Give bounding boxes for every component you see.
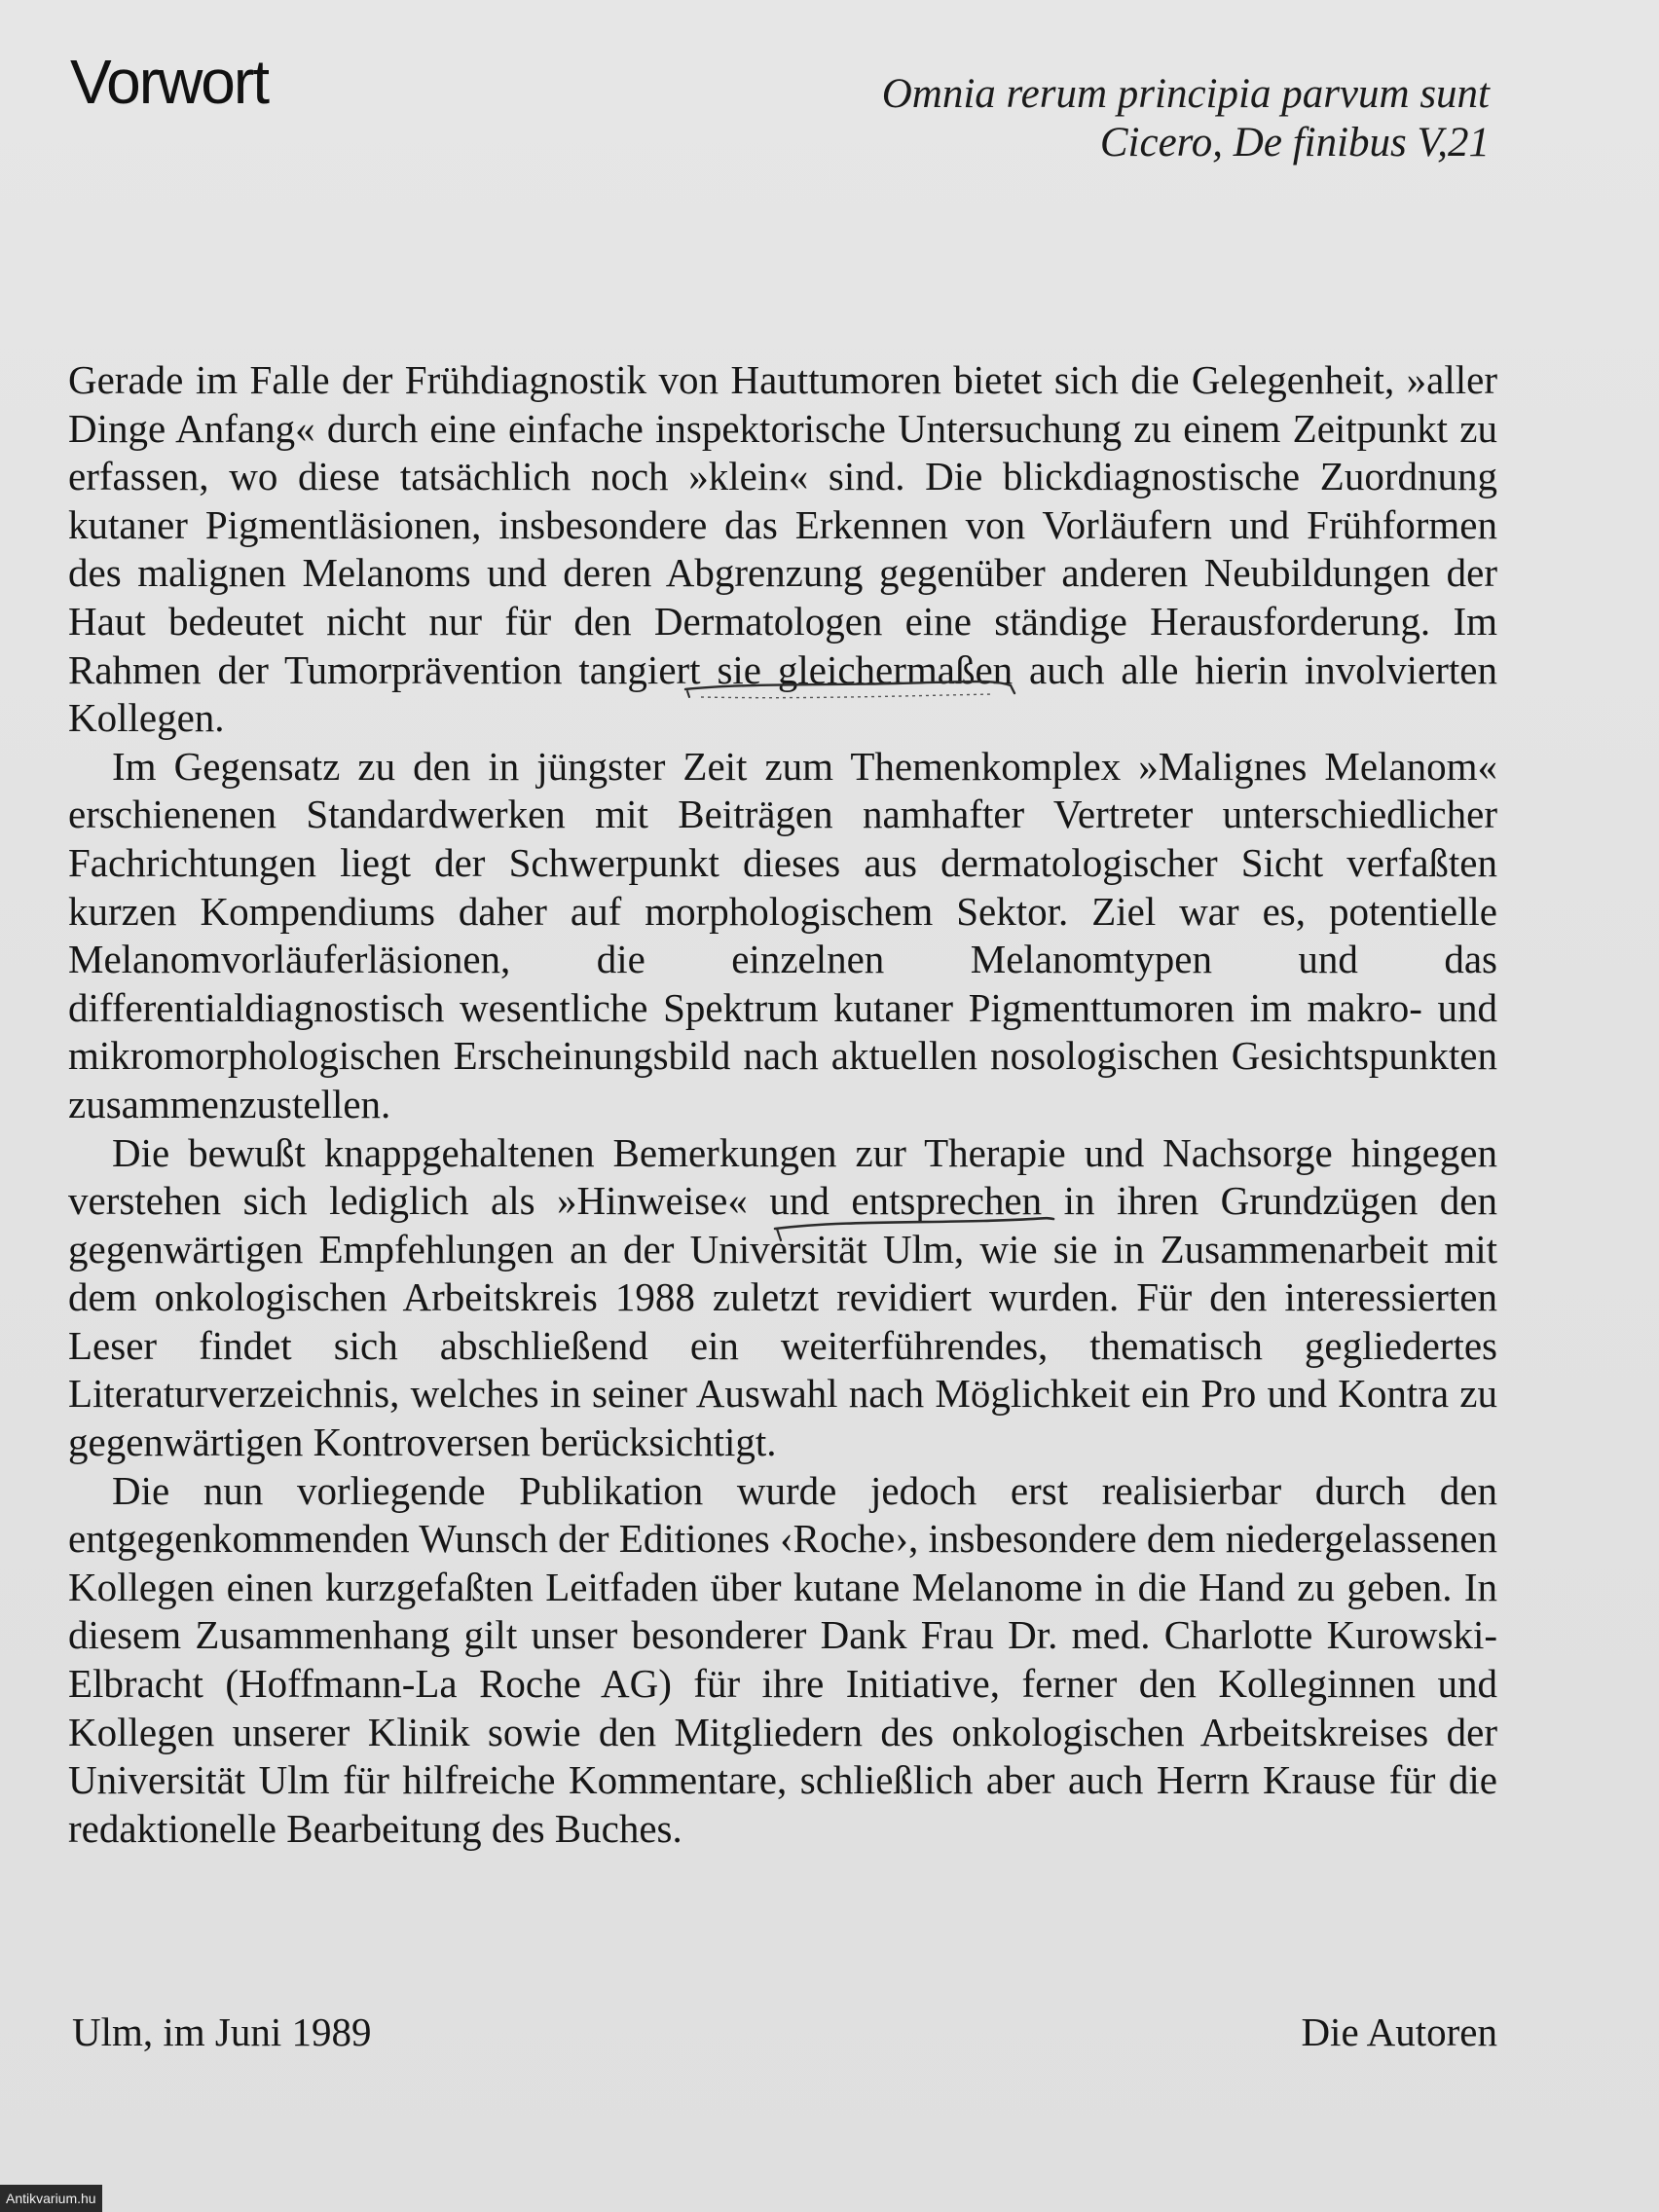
authors-signature: Die Autoren xyxy=(1301,2009,1497,2054)
paragraph-1: Gerade im Falle der Frühdiagnostik von Hauttumoren bietet sich die Gelegenheit, »aller Dinge Anfang« durch eine einfache inspektorische Untersuchung zu einem Zeitpunkt zu erfassen, wo diese tatsächlich noch »klein« sind. Die blickdiagnostische Zuordnung kutaner Pigmentläsionen, insbesondere das Erkennen von Vorläufern und Frühformen des malignen Melanoms und deren Abgrenzung gegenüber anderen Neubildungen der Haut bedeutet nicht nur für den Dermatologen eine ständige Herausforderung. Im Rahmen der Tumorprävention tangiert sie gleichermaßen auch alle hierin involvierten Kollegen. xyxy=(68,357,1497,741)
epigraph-quote: Omnia rerum principia parvum sunt xyxy=(881,71,1490,117)
paragraph-3: Die bewußt knappgehaltenen Bemerkungen zur Therapie und Nachsorge hingegen verstehen sich lediglich als »Hinweise« und entsprechen in ihren Grundzügen den gegenwärtigen Empfehlungen an der Universität Ulm, wie sie in Zusammenarbeit mit dem onkologischen Arbeitskreis 1988 zuletzt revidiert wurden. Für den interessierten Leser findet sich abschließend ein weiterführendes, thematisch gegliedertes Literaturverzeichnis, welches in seiner Auswahl nach Möglichkeit ein Pro und Kontra zu gegenwärtigen Kontroversen berücksichtigt. xyxy=(68,1129,1497,1465)
watermark-label: Antikvarium.hu xyxy=(0,2185,102,2212)
paragraph-2: Im Gegensatz zu den in jüngster Zeit zum Themenkomplex »Malignes Melanom« erschienenen Standardwerken mit Beiträgen namhafter Vertreter unterschiedlicher Fachrichtungen liegt der Schwerpunkt dieses aus dermatologischer Sicht verfaßten kurzen Kompendiums daher auf morphologischem Sektor. Ziel war es, potentielle Melanomvorläuferläsionen, die einzelnen Melanomtypen und das differentialdiagnostisch wesentliche Spektrum kutaner Pigmenttumoren im makro- und mikromorphologischen Erscheinungsbild nach aktuellen nosologischen Gesichtspunkten zusammenzustellen. xyxy=(68,743,1497,1126)
place-and-date: Ulm, im Juni 1989 xyxy=(72,2009,372,2054)
paragraph-4: Die nun vorliegende Publikation wurde jedoch erst realisierbar durch den entgegenkommenden Wunsch der Editiones ‹Roche›, insbesondere dem niedergelassenen Kollegen einen kurzgefaßten Leitfaden über kutane Melanome in die Hand zu geben. In diesem Zusammenhang gilt unser besonderer Dank Frau Dr. med. Charlotte Kurowski-Elbracht (Hoffmann-La Roche AG) für ihre Initiative, ferner den Kolleginnen und Kollegen unserer Klinik sowie den Mitgliedern des onkologischen Arbeitskreises der Universität Ulm für hilfreiche Kommentare, schließlich aber auch Herrn Krause für die redaktionelle Bearbeitung des Buches. xyxy=(68,1467,1497,1851)
foreword-body xyxy=(68,356,1497,1853)
page-title: Vorwort xyxy=(70,47,268,117)
epigraph-source: Cicero, De finibus V,21 xyxy=(1099,120,1490,166)
epigraph xyxy=(882,70,1490,167)
